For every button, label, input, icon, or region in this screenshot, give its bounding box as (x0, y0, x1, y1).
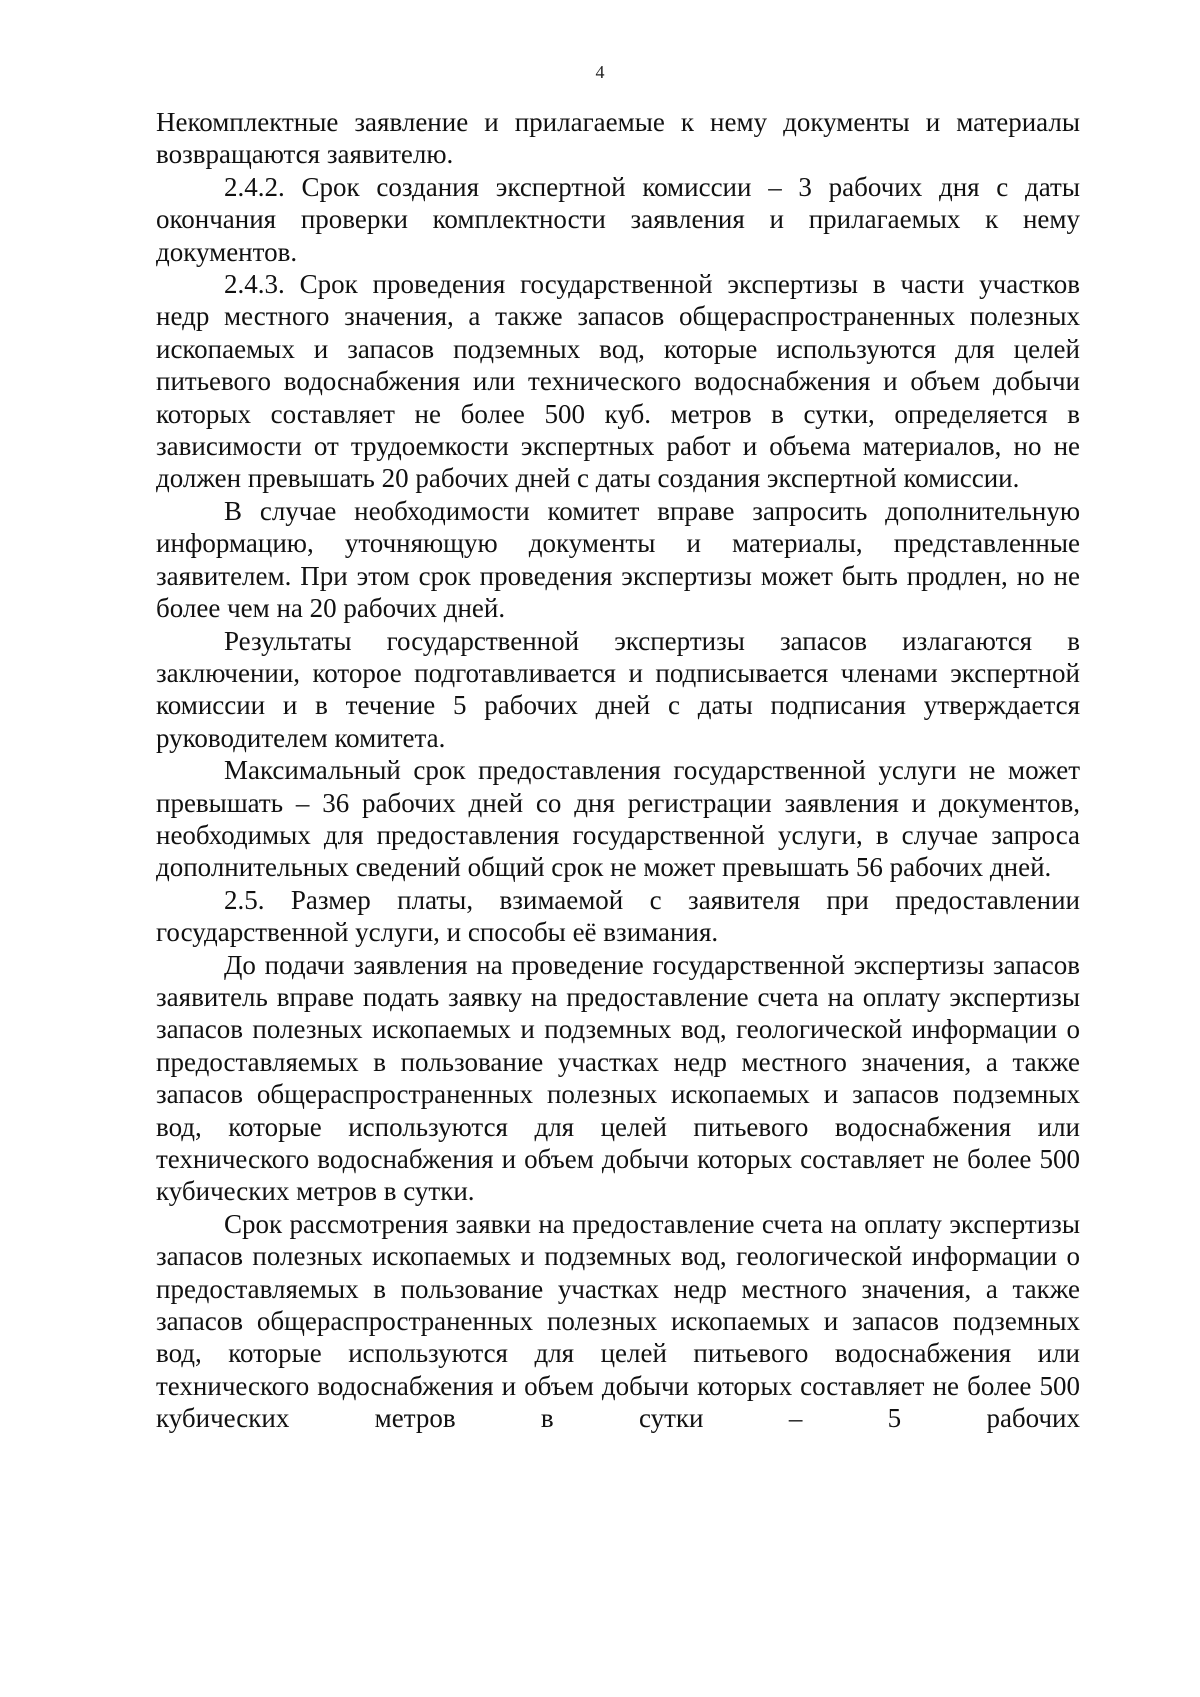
paragraph-additional-info: В случае необходимости комитет вправе запросить дополнительную информацию, уточняющую документы и материалы, представленные заявителем. При этом срок проведения экспертизы может быть продлен, но не более чем на 20 рабочих дней. (156, 495, 1080, 624)
paragraph-2-4-2: 2.4.2. Срок создания экспертной комиссии – 3 рабочих дня с даты окончания проверки комплектности заявления и прилагаемых к нему документов. (156, 171, 1080, 267)
paragraph-invoice-review-term: Срок рассмотрения заявки на предоставление счета на оплату экспертизы запасов полезных ископаемых и подземных вод, геологической информации о предоставляемых в пользование участках недр местного значения, а также запасов общераспространенных полезных ископаемых и запасов подземных вод, которые используются для целей питьевого водоснабжения или технического водоснабжения и объем добычи которых составляет не более 500 кубических метров в сутки – 5 рабочих (156, 1208, 1080, 1434)
page-number: 4 (595, 62, 605, 82)
paragraph-2-4-3: 2.4.3. Срок проведения государственной экспертизы в части участков недр местного значения, а также запасов общераспространенных полезных ископаемых и запасов подземных вод, которые используются для целей питьевого водоснабжения или технического водоснабжения и объем добычи которых составляет не более 500 куб. метров в сутки, определяется в зависимости от трудоемкости экспертных работ и объема материалов, но не должен превышать 20 рабочих дней с даты создания экспертной комиссии. (156, 269, 1080, 494)
paragraph-incomplete-documents: Некомплектные заявление и прилагаемые к нему документы и материалы возвращаются заявителю. (156, 107, 1080, 170)
paragraph-maximum-term: Максимальный срок предоставления государственной услуги не может превышать – 36 рабочих дней со дня регистрации заявления и документов, необходимых для предоставления государственной услуги, в случае запроса дополнительных сведений общий срок не может превышать 56 рабочих дней. (156, 755, 1080, 883)
paragraph-expertise-results: Результаты государственной экспертизы запасов излагаются в заключении, которое подготавливается и подписывается членами экспертной комиссии и в течение 5 рабочих дней с даты подписания утверждается руководителем комитета. (156, 625, 1080, 753)
paragraph-2-5: 2.5. Размер платы, взимаемой с заявителя при предоставлении государственной услуги, и способы её взимания. (156, 884, 1080, 948)
paragraph-invoice-request: До подачи заявления на проведение государственной экспертизы запасов заявитель вправе подать заявку на предоставление счета на оплату экспертизы запасов полезных ископаемых и подземных вод, геологической информации о предоставляемых в пользование участках недр местного значения, а также запасов общераспространенных полезных ископаемых и запасов подземных вод, которые используются для целей питьевого водоснабжения или технического водоснабжения и объем добычи которых составляет не более 500 кубических метров в сутки. (156, 949, 1080, 1207)
document-body (156, 106, 1080, 1435)
